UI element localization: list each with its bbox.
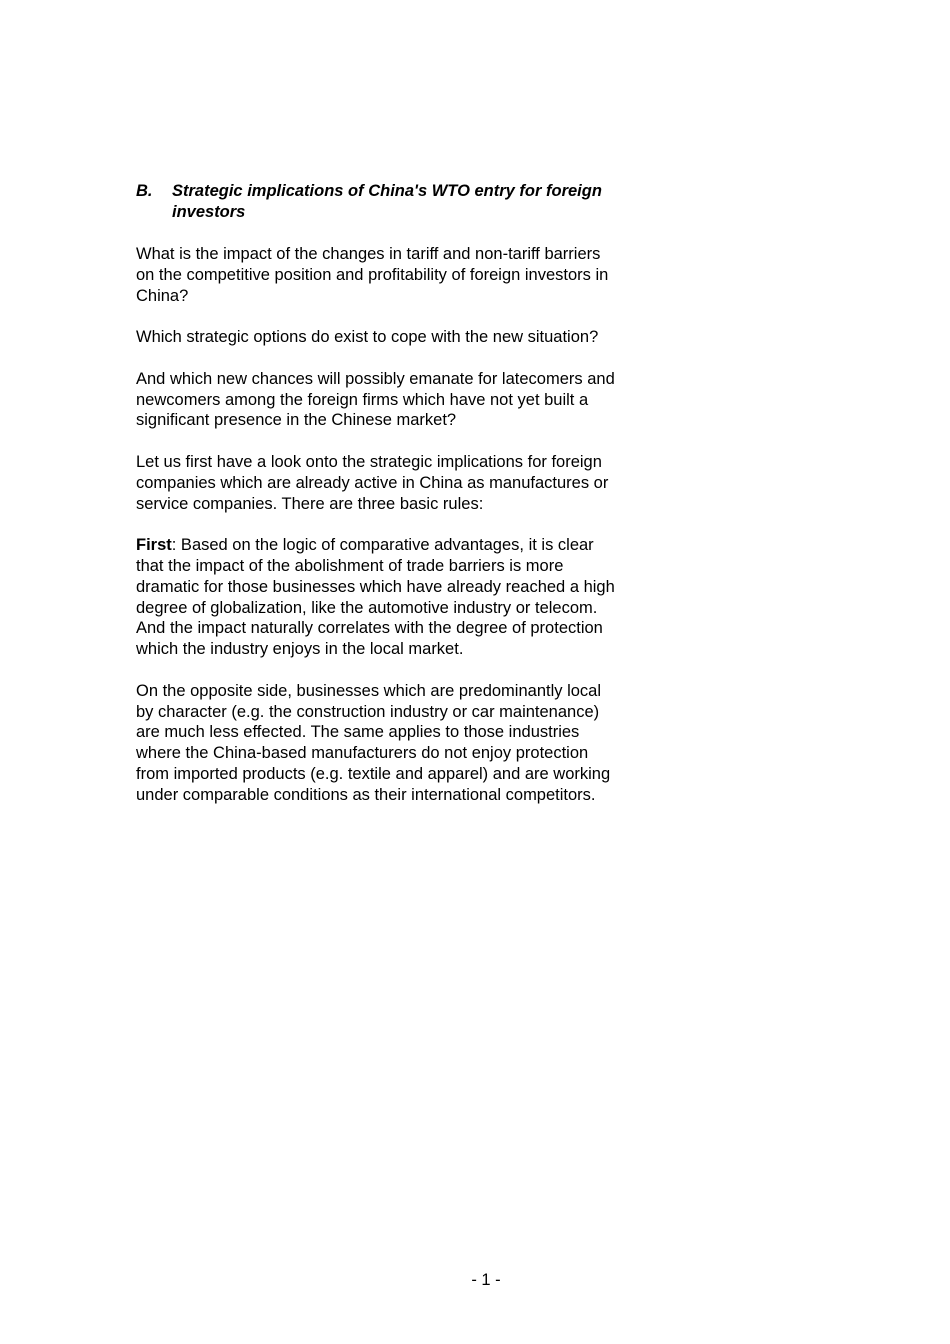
text-line: On the opposite side, businesses which are predominantly local <box>136 681 602 700</box>
paragraph-strategic-options <box>136 327 666 348</box>
text-line: where the China-based manufacturers do not enjoy protection <box>136 744 589 763</box>
text-line: by character (e.g. the construction industry or car maintenance) <box>136 702 600 721</box>
text-line: service companies. There are three basic rules: <box>136 494 484 513</box>
document-body <box>136 244 666 826</box>
paragraph-new-chances <box>136 369 666 431</box>
text-line: companies which are already active in China as manufactures or <box>136 473 609 492</box>
section-title-line: Strategic implications of China's WTO entry for foreign <box>172 182 602 200</box>
paragraph-basic-rules-intro <box>136 452 666 514</box>
section-heading <box>136 181 656 223</box>
text-line: degree of globalization, like the automotive industry or telecom. <box>136 598 598 617</box>
text-line: Which strategic options do exist to cope with the new situation? <box>136 328 599 347</box>
first-rule-label: First <box>136 536 172 555</box>
text-line: are much less effected. The same applies to those industries <box>136 723 580 742</box>
text-line: And which new chances will possibly emanate for latecomers and <box>136 369 615 388</box>
text-line: under comparable conditions as their international competitors. <box>136 785 596 804</box>
section-marker: B. <box>136 182 153 200</box>
text-line: that the impact of the abolishment of trade barriers is more <box>136 556 564 575</box>
text-line: And the impact naturally correlates with the degree of protection <box>136 619 603 638</box>
page-number: - 1 - <box>471 1271 501 1289</box>
text-line: from imported products (e.g. textile and apparel) and are working <box>136 764 611 783</box>
text-line <box>136 535 666 556</box>
text-line: significant presence in the Chinese market? <box>136 411 457 430</box>
text-line: China? <box>136 286 189 305</box>
text-line: on the competitive position and profitability of foreign investors in <box>136 265 609 284</box>
text-line: newcomers among the foreign firms which have not yet built a <box>136 390 589 409</box>
text-line: Let us first have a look onto the strategic implications for foreign <box>136 452 602 471</box>
section-title-line: investors <box>172 203 246 221</box>
first-rule-text: : Based on the logic of comparative advantages, it is clear <box>171 536 594 555</box>
text-line: What is the impact of the changes in tariff and non-tariff barriers <box>136 245 601 263</box>
paragraph-opposite-side <box>136 681 666 806</box>
text-line: dramatic for those businesses which have already reached a high <box>136 577 615 596</box>
section-title <box>172 181 656 223</box>
paragraph-first-rule <box>136 535 666 660</box>
text-line: which the industry enjoys in the local market. <box>136 640 464 659</box>
paragraph-impact-question <box>136 244 666 306</box>
